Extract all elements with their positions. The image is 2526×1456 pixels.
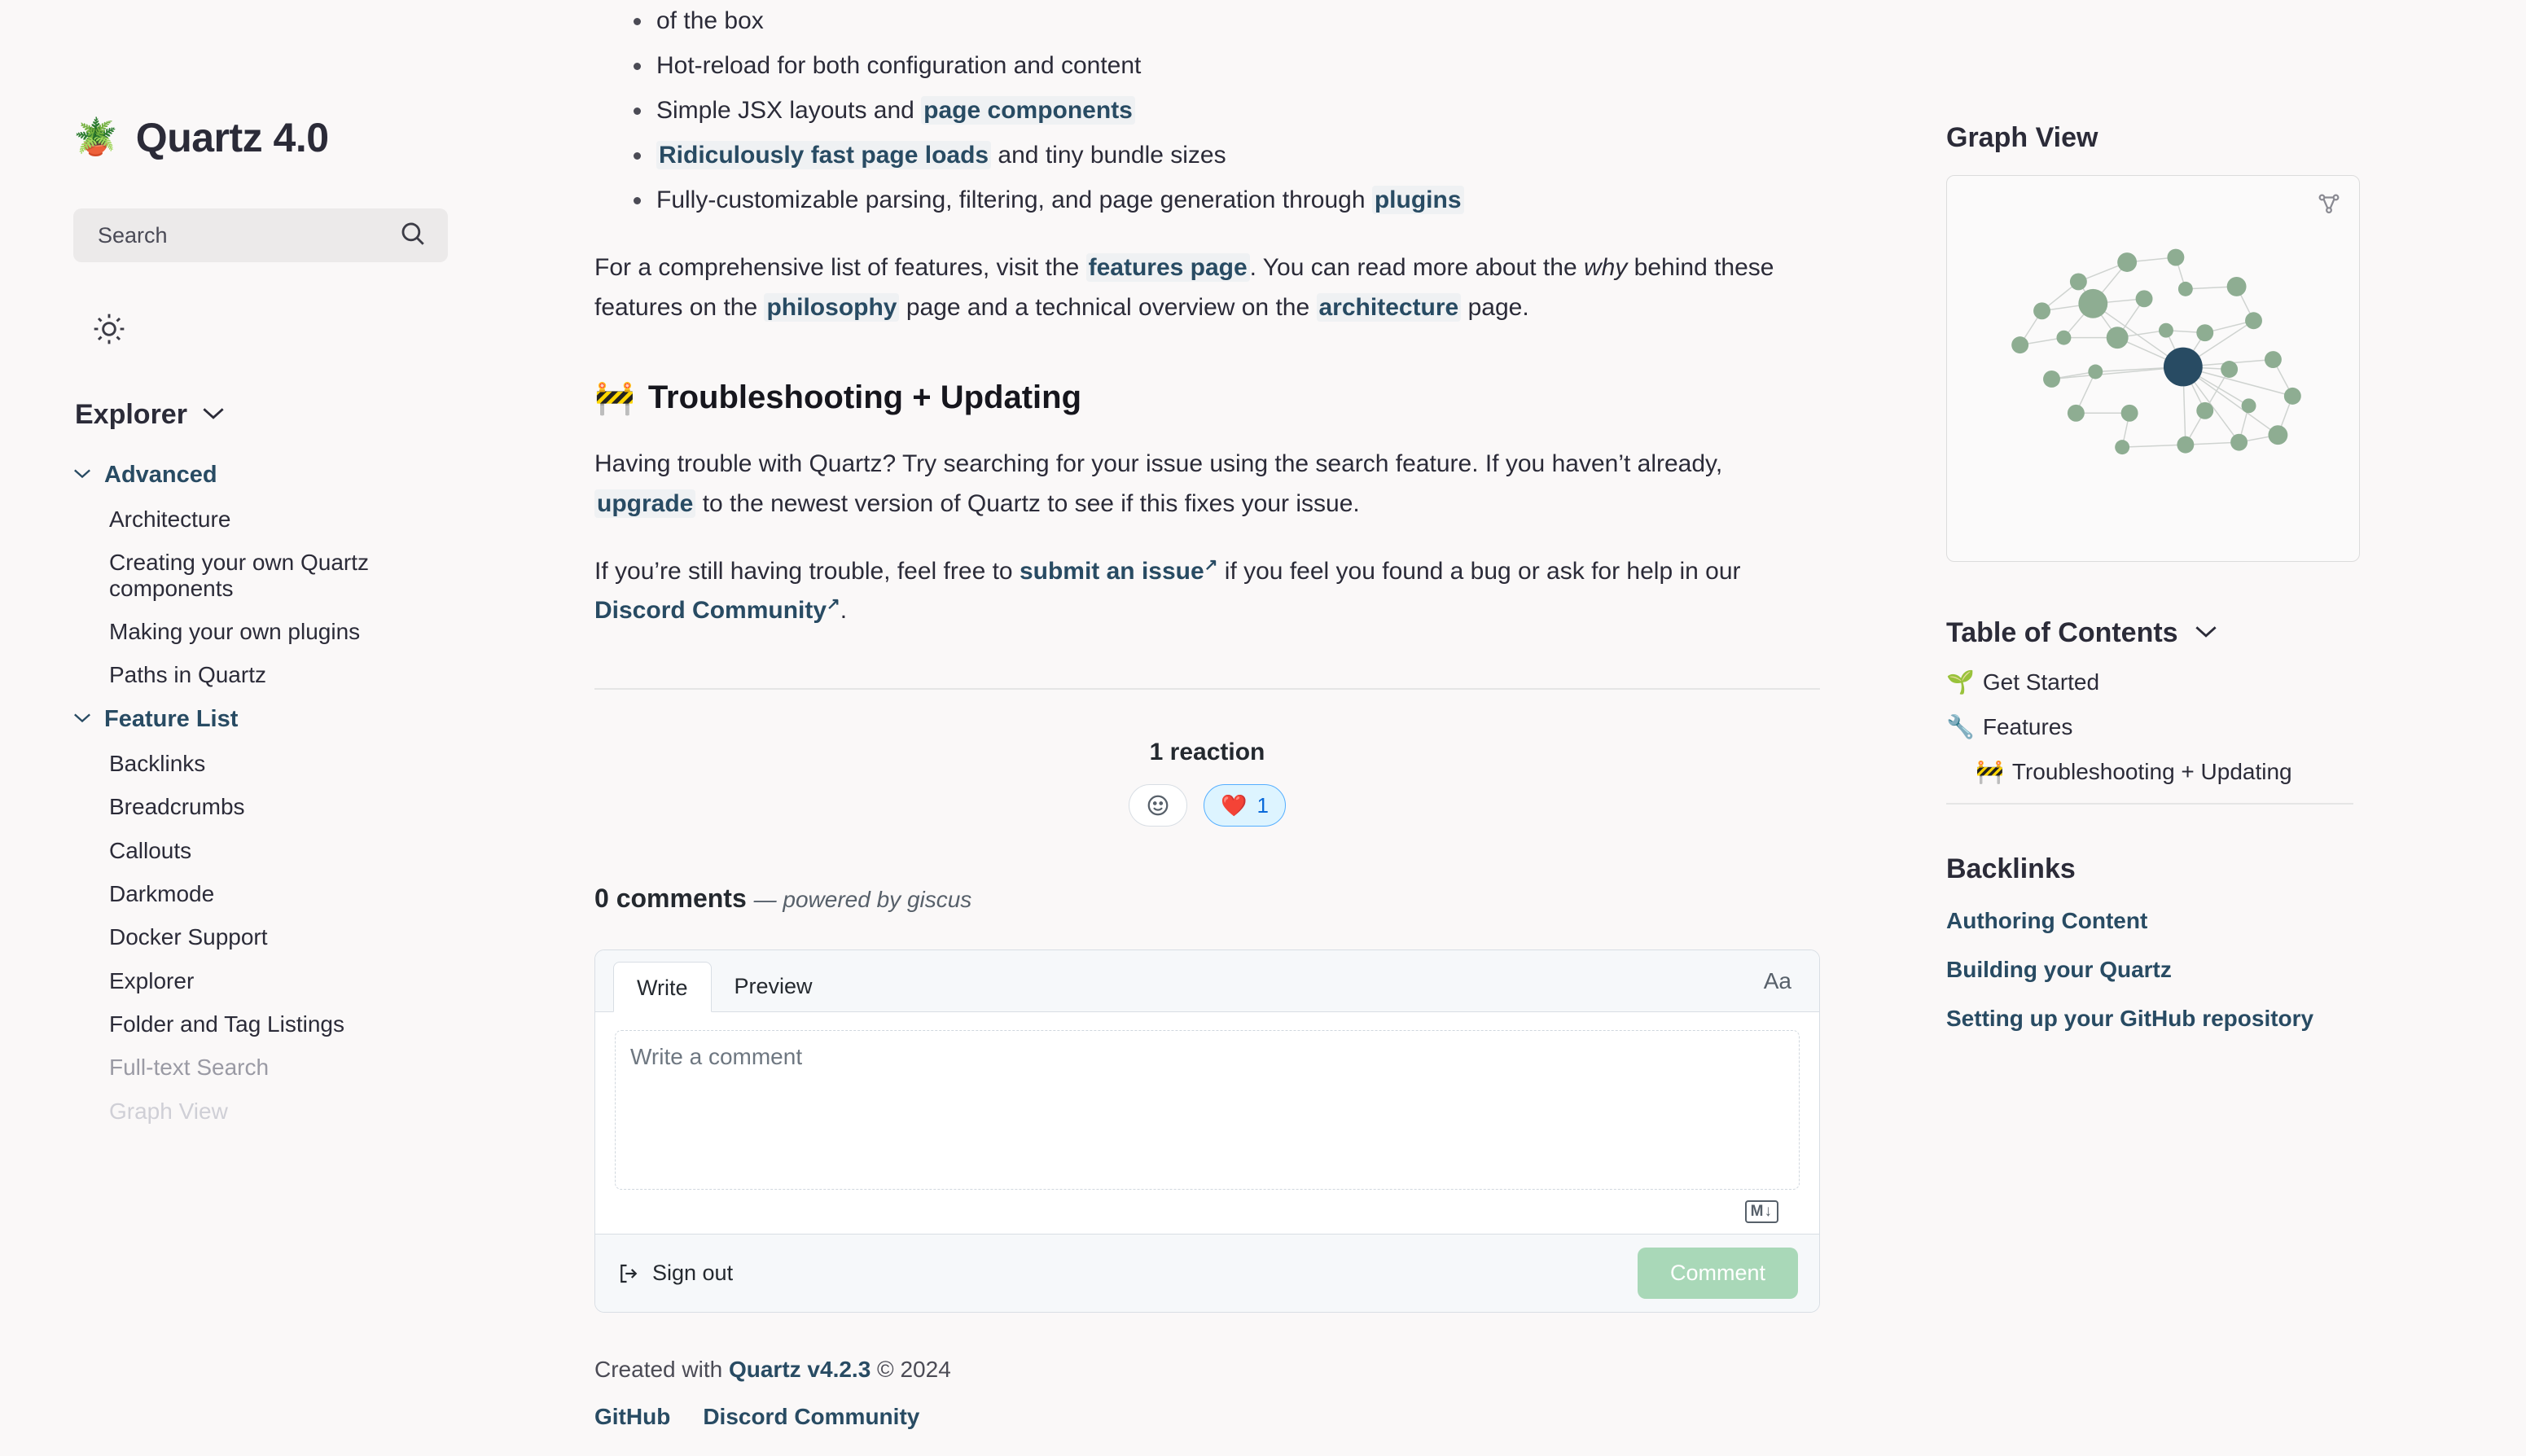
sign-out-label: Sign out (652, 1261, 734, 1286)
wrench-icon: 🔧 (1946, 714, 1975, 739)
search-placeholder: Search (98, 222, 168, 248)
external-link-icon: ↗ (827, 595, 840, 614)
toc-header[interactable] (1946, 617, 2402, 649)
paragraph-help (594, 552, 1808, 632)
sidebar-item-architecture[interactable]: Architecture (109, 507, 231, 532)
section-heading-text: Troubleshooting + Updating (647, 379, 1081, 415)
text: . You can read more about the (1249, 254, 1584, 281)
backlink-building-your-quartz[interactable]: Building your Quartz (1946, 957, 2172, 982)
link-features-page[interactable]: features page (1086, 253, 1250, 282)
comments-count: 0 comments (594, 884, 747, 914)
paragraph-trouble (594, 445, 1808, 524)
footer-links (594, 1404, 1820, 1430)
list-item: Hot-reload for both configuration and content (656, 45, 1820, 86)
graph-canvas[interactable] (1947, 176, 2360, 562)
text: to the newest version of Quartz to see if this fixes your issue. (695, 489, 1360, 517)
link-upgrade[interactable]: upgrade (594, 489, 695, 518)
link-discord-community[interactable]: Discord Community↗ (594, 595, 840, 625)
footer-link-github[interactable]: GitHub (594, 1404, 671, 1430)
toc-item-troubleshooting[interactable] (1976, 758, 2402, 785)
link-architecture[interactable]: architecture (1317, 293, 1462, 322)
toc-item-label: Features (1982, 713, 2073, 739)
plant-icon: 🪴 (73, 117, 118, 157)
explorer-folder-advanced[interactable] (73, 462, 562, 489)
reaction-count-label: 1 reaction (1149, 739, 1265, 766)
markdown-hint-row (615, 1190, 1800, 1234)
search-icon (399, 220, 427, 252)
explorer-title: Explorer (75, 399, 187, 430)
external-link-icon: ↗ (1204, 555, 1218, 574)
divider (594, 688, 1820, 690)
comments-powered-by: — powered by giscus (753, 887, 972, 913)
text: page. (1461, 293, 1529, 321)
emphasis-why: why (1583, 254, 1628, 281)
sidebar-item-creating-components[interactable]: Creating your own Quartz components (109, 550, 370, 601)
paragraph-features (594, 248, 1808, 328)
sidebar-item-full-text-search[interactable]: Full-text Search (109, 1055, 270, 1081)
toc-item-features[interactable] (1946, 713, 2402, 740)
sidebar-item-graph-view[interactable]: Graph View (109, 1098, 228, 1124)
list-item: Fully-customizable parsing, filtering, and page generation through plugins (656, 179, 1820, 221)
sidebar-item-darkmode[interactable]: Darkmode (109, 880, 215, 906)
comment-submit-button[interactable]: Comment (1638, 1248, 1798, 1299)
heart-reaction-button[interactable] (1204, 784, 1286, 827)
text: page and a technical overview on the (899, 293, 1317, 321)
heart-reaction-count: 1 (1256, 792, 1269, 818)
link-page-components[interactable]: page components (921, 96, 1135, 125)
folder-label: Advanced (104, 462, 217, 488)
smiley-icon (1146, 793, 1170, 818)
backlink-github-repository[interactable]: Setting up your GitHub repository (1946, 1006, 2314, 1031)
comment-footer (595, 1234, 1819, 1312)
link-submit-issue[interactable]: submit an issue↗ (1019, 555, 1218, 585)
comment-composer (594, 949, 1820, 1313)
footer-copyright: © 2024 (871, 1357, 951, 1383)
link-philosophy[interactable]: philosophy (764, 293, 899, 322)
explorer-folder-feature-list[interactable] (73, 706, 562, 733)
comment-body (595, 1012, 1819, 1234)
divider (1946, 803, 2353, 805)
footer-text: Created with (594, 1357, 729, 1383)
expand-graph-icon[interactable] (2315, 191, 2343, 222)
list-item: of the box (656, 0, 1820, 42)
comments-header (594, 884, 1820, 914)
sign-out-icon (616, 1261, 641, 1286)
sidebar-item-breadcrumbs[interactable]: Breadcrumbs (109, 794, 245, 820)
backlinks-title: Backlinks (1946, 853, 2076, 884)
text: For a comprehensive list of features, visit the (594, 254, 1086, 281)
text: Having trouble with Quartz? Try searching for your issue using the search feature. If you haven’t already, (594, 450, 1723, 477)
seedling-icon: 🌱 (1946, 669, 1975, 695)
footer-created-line (594, 1357, 1820, 1383)
text: behind these features on the (594, 254, 1774, 321)
sidebar-item-callouts[interactable]: Callouts (109, 837, 192, 863)
construction-icon: 🚧 (594, 379, 635, 416)
sign-out-button[interactable] (616, 1261, 733, 1286)
main-content (594, 0, 1897, 1456)
text-format-icon[interactable]: Aa (1763, 968, 1791, 994)
link-fast-page-loads[interactable]: Ridiculously fast page loads (656, 141, 991, 169)
toc-title: Table of Contents (1946, 617, 2178, 648)
text: If you’re still having trouble, feel free to (594, 557, 1020, 585)
chevron-down-icon (2195, 624, 2217, 642)
text: if you feel you found a bug or ask for help in our (1217, 557, 1741, 585)
list-item: Ridiculously fast page loads and tiny bundle sizes (656, 134, 1820, 176)
tab-preview[interactable]: Preview (734, 974, 813, 999)
page-title: Quartz 4.0 (135, 115, 329, 160)
text: . (840, 597, 848, 625)
backlink-authoring-content[interactable]: Authoring Content (1946, 908, 2148, 933)
sidebar-item-folder-tag-listings[interactable]: Folder and Tag Listings (109, 1011, 344, 1037)
graph-view-title: Graph View (1946, 122, 2098, 153)
chevron-down-icon (73, 712, 91, 727)
markdown-icon: M↓ (1745, 1200, 1778, 1223)
list-item: Simple JSX layouts and page components (656, 90, 1820, 131)
site-title-row[interactable] (73, 114, 562, 161)
right-sidebar (1897, 0, 2402, 1456)
toc-item-label: Troubleshooting + Updating (2011, 758, 2292, 784)
left-sidebar (73, 0, 594, 1456)
chevron-down-icon (202, 406, 225, 424)
darkmode-toggle-button[interactable] (88, 308, 130, 350)
folder-label: Feature List (104, 705, 239, 732)
add-reaction-button[interactable] (1129, 784, 1187, 827)
section-heading-troubleshooting (594, 379, 1820, 417)
toc-item-label: Get Started (1982, 669, 2100, 695)
heart-icon: ❤️ (1221, 792, 1248, 818)
reaction-pill-row (594, 784, 1820, 827)
tab-write[interactable]: Write (613, 962, 712, 1012)
footer-link-discord[interactable]: Discord Community (703, 1404, 920, 1430)
link-quartz-version[interactable]: Quartz v4.2.3 (728, 1357, 871, 1383)
sidebar-item-backlinks[interactable]: Backlinks (109, 750, 206, 776)
sidebar-item-paths-in-quartz[interactable]: Paths in Quartz (109, 662, 266, 688)
sidebar-item-docker-support[interactable]: Docker Support (109, 924, 268, 950)
explorer-header[interactable] (75, 399, 562, 431)
link-plugins[interactable]: plugins (1372, 186, 1464, 214)
feature-bullet-list (594, 0, 1820, 221)
chevron-down-icon (73, 467, 91, 483)
comment-tab-bar (595, 950, 1819, 1012)
construction-icon: 🚧 (1976, 759, 2004, 784)
sidebar-item-explorer[interactable]: Explorer (109, 967, 195, 993)
page-footer (594, 1357, 1820, 1430)
graph-view-panel[interactable] (1946, 175, 2360, 562)
sidebar-item-making-plugins[interactable]: Making your own plugins (109, 619, 361, 645)
article-body (594, 0, 1820, 1430)
reactions-section (594, 739, 1820, 827)
search-input[interactable] (73, 208, 448, 262)
comment-input[interactable]: Write a comment (615, 1030, 1800, 1190)
toc-item-get-started[interactable] (1946, 669, 2402, 695)
